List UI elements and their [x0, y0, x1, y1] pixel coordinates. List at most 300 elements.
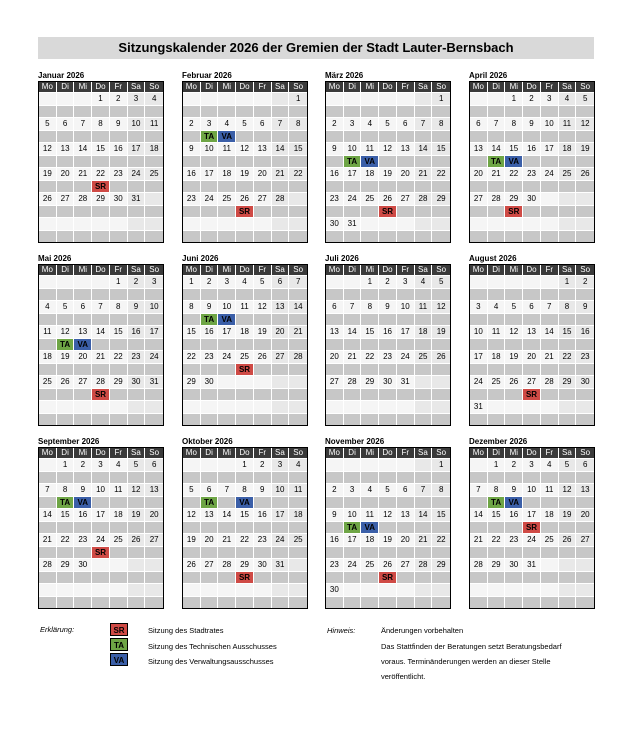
- day-cell: 28: [344, 376, 362, 388]
- event-cell: [254, 314, 272, 326]
- weekday-label: So: [149, 82, 160, 91]
- event-cell: [218, 156, 236, 168]
- day-cell: [326, 459, 344, 471]
- day-cell: 17: [523, 509, 541, 521]
- week-events-row: [326, 521, 450, 534]
- day-cell: 9: [576, 301, 594, 313]
- day-cell: 26: [379, 193, 397, 205]
- day-cell: 7: [218, 484, 236, 496]
- event-cell: [110, 472, 128, 484]
- day-cell: 30: [326, 218, 344, 230]
- day-cell: 5: [576, 93, 594, 105]
- day-cell: 22: [57, 534, 75, 546]
- day-cell: 18: [361, 168, 379, 180]
- day-cell: 6: [397, 118, 415, 130]
- event-cell: [541, 497, 559, 509]
- weekday-label: Do: [379, 265, 397, 275]
- day-cell: [361, 401, 379, 413]
- day-cell: 23: [74, 534, 92, 546]
- day-cell: [201, 584, 219, 596]
- week-days-row: [326, 300, 450, 313]
- day-cell: [272, 584, 290, 596]
- event-cell: [272, 289, 290, 301]
- event-cell: [128, 572, 146, 584]
- day-cell: 28: [272, 193, 290, 205]
- event-cell: [505, 389, 523, 401]
- weekday-label: Do: [92, 265, 110, 275]
- day-cell: 16: [505, 509, 523, 521]
- event-cell: [218, 547, 236, 559]
- event-cell: [39, 472, 57, 484]
- event-cell: [92, 497, 110, 509]
- day-cell: 8: [110, 301, 128, 313]
- week-days-row: [183, 400, 307, 413]
- day-cell: 12: [379, 509, 397, 521]
- week-events-row: [470, 496, 594, 509]
- week-events-row: [326, 596, 450, 609]
- weekday-label: Do: [523, 82, 541, 92]
- event-cell: [272, 497, 290, 509]
- day-cell: 22: [236, 534, 254, 546]
- day-cell: [415, 401, 433, 413]
- event-cell: [183, 131, 201, 143]
- week-days-row: [183, 300, 307, 313]
- week-days-row: [470, 275, 594, 288]
- week-events-row: [470, 230, 594, 243]
- day-cell: 13: [57, 143, 75, 155]
- event-cell: [74, 597, 92, 609]
- event-cell: [415, 547, 433, 559]
- event-cell: [432, 497, 450, 509]
- event-cell: [541, 414, 559, 426]
- day-cell: 6: [145, 459, 163, 471]
- event-cell: [145, 597, 163, 609]
- week-days-row: [470, 192, 594, 205]
- weekday-label: Mi: [361, 265, 379, 275]
- week-events-row: [183, 105, 307, 118]
- event-cell: [432, 472, 450, 484]
- day-cell: 4: [415, 276, 433, 288]
- day-cell: 13: [272, 301, 290, 313]
- day-cell: 4: [236, 276, 254, 288]
- event-cell: [92, 364, 110, 376]
- event-cell: [379, 156, 397, 168]
- event-cell: [145, 206, 163, 218]
- event-cell: [92, 289, 110, 301]
- week-days-row: [183, 375, 307, 388]
- event-cell: [576, 289, 594, 301]
- event-cell: [201, 206, 219, 218]
- day-cell: 12: [57, 326, 75, 338]
- day-cell: 24: [92, 534, 110, 546]
- event-cell: [57, 181, 75, 193]
- event-cell: [523, 131, 541, 143]
- day-cell: [92, 559, 110, 571]
- day-cell: [559, 401, 577, 413]
- day-cell: 25: [145, 168, 163, 180]
- week-days-row: [183, 275, 307, 288]
- event-cell: [523, 597, 541, 609]
- event-cell: [470, 106, 488, 118]
- day-cell: [74, 584, 92, 596]
- event-cell: [361, 314, 379, 326]
- day-cell: 8: [289, 118, 307, 130]
- event-cell: [39, 206, 57, 218]
- month-grid: [325, 447, 451, 609]
- event-cell: [201, 339, 219, 351]
- event-cell: [110, 131, 128, 143]
- event-cell: [559, 156, 577, 168]
- day-cell: 7: [39, 484, 57, 496]
- event-cell: [145, 547, 163, 559]
- event-cell: [128, 364, 146, 376]
- event-badge-va: VA: [236, 497, 253, 509]
- event-cell: [415, 497, 433, 509]
- day-cell: 27: [74, 376, 92, 388]
- week-days-row: [326, 217, 450, 230]
- day-cell: [541, 559, 559, 571]
- week-events-row: [183, 546, 307, 559]
- event-cell: [92, 131, 110, 143]
- day-cell: 23: [201, 351, 219, 363]
- day-cell: 26: [559, 534, 577, 546]
- day-cell: 16: [183, 168, 201, 180]
- weekday-header: [470, 448, 594, 458]
- event-cell: [541, 206, 559, 218]
- event-cell: [254, 364, 272, 376]
- event-cell: [559, 547, 577, 559]
- event-cell: [541, 181, 559, 193]
- weekday-label: So: [580, 448, 591, 457]
- day-cell: 29: [236, 559, 254, 571]
- event-cell: [488, 547, 506, 559]
- weekday-label: So: [436, 448, 447, 457]
- event-cell: [183, 314, 201, 326]
- event-cell: [183, 339, 201, 351]
- event-cell: [57, 131, 75, 143]
- day-cell: 18: [110, 509, 128, 521]
- day-cell: 23: [183, 193, 201, 205]
- event-cell: [110, 231, 128, 243]
- day-cell: 24: [541, 168, 559, 180]
- event-cell: [397, 339, 415, 351]
- event-badge-sr: SR: [379, 572, 396, 584]
- week-days-row: [39, 142, 163, 155]
- day-cell: 24: [218, 351, 236, 363]
- event-cell: [541, 389, 559, 401]
- day-cell: 28: [541, 376, 559, 388]
- day-cell: 28: [218, 559, 236, 571]
- month-name: August 2026: [469, 254, 517, 263]
- day-cell: 3: [344, 484, 362, 496]
- event-cell: [39, 364, 57, 376]
- event-cell: [326, 472, 344, 484]
- event-cell: [236, 231, 254, 243]
- legend-label: Erklärung:: [40, 625, 75, 634]
- weekday-label: Do: [92, 82, 110, 92]
- day-cell: [183, 459, 201, 471]
- week-days-row: [183, 583, 307, 596]
- day-cell: 9: [523, 118, 541, 130]
- event-cell: [39, 131, 57, 143]
- event-cell: [39, 231, 57, 243]
- day-cell: 21: [218, 534, 236, 546]
- event-cell: [128, 389, 146, 401]
- day-cell: 7: [415, 484, 433, 496]
- day-cell: 14: [344, 326, 362, 338]
- event-cell: [201, 156, 219, 168]
- weekday-label: Di: [57, 82, 75, 92]
- day-cell: 14: [488, 143, 506, 155]
- day-cell: [39, 584, 57, 596]
- day-cell: 6: [397, 484, 415, 496]
- event-cell: [541, 597, 559, 609]
- week-days-row: [470, 375, 594, 388]
- week-events-row: [326, 471, 450, 484]
- week-events-row: [39, 521, 163, 534]
- event-cell: [145, 231, 163, 243]
- week-days-row: [470, 583, 594, 596]
- event-cell: [344, 597, 362, 609]
- event-cell: [201, 472, 219, 484]
- event-cell: [74, 472, 92, 484]
- event-cell: [576, 131, 594, 143]
- event-cell: [470, 231, 488, 243]
- event-cell: [559, 131, 577, 143]
- event-cell: [57, 389, 75, 401]
- week-events-row: [39, 338, 163, 351]
- event-cell: [505, 414, 523, 426]
- event-cell: [272, 106, 290, 118]
- month-grid: [469, 447, 595, 609]
- day-cell: 7: [344, 301, 362, 313]
- day-cell: 2: [74, 459, 92, 471]
- day-cell: 10: [470, 326, 488, 338]
- day-cell: [183, 93, 201, 105]
- day-cell: 2: [379, 276, 397, 288]
- hint-line-4: veröffentlicht.: [381, 672, 426, 681]
- event-cell: [145, 131, 163, 143]
- day-cell: [272, 376, 290, 388]
- event-cell: [541, 472, 559, 484]
- day-cell: 26: [39, 193, 57, 205]
- weekday-label: So: [149, 448, 160, 457]
- month-grid: [325, 264, 451, 426]
- event-cell: [470, 131, 488, 143]
- day-cell: 27: [397, 193, 415, 205]
- day-cell: 13: [326, 326, 344, 338]
- event-cell: [110, 206, 128, 218]
- event-cell: [92, 339, 110, 351]
- week-days-row: [470, 117, 594, 130]
- event-cell: [432, 522, 450, 534]
- day-cell: 29: [92, 193, 110, 205]
- day-cell: 20: [74, 351, 92, 363]
- event-cell: [254, 597, 272, 609]
- day-cell: [344, 276, 362, 288]
- day-cell: 2: [326, 118, 344, 130]
- day-cell: 26: [183, 559, 201, 571]
- event-cell: [218, 106, 236, 118]
- event-cell: [361, 472, 379, 484]
- event-cell: [201, 364, 219, 376]
- event-cell: [326, 131, 344, 143]
- weekday-label: Di: [201, 265, 219, 275]
- day-cell: [236, 584, 254, 596]
- day-cell: 1: [505, 93, 523, 105]
- weekday-label: Mo: [39, 82, 57, 92]
- day-cell: 18: [541, 509, 559, 521]
- weekday-header: [183, 265, 307, 275]
- weekday-label: Di: [57, 448, 75, 458]
- event-cell: [523, 547, 541, 559]
- week-events-row: [470, 288, 594, 301]
- day-cell: [361, 584, 379, 596]
- day-cell: 15: [57, 509, 75, 521]
- week-days-row: [326, 325, 450, 338]
- weekday-label: Mi: [505, 265, 523, 275]
- day-cell: 5: [236, 118, 254, 130]
- weekday-header: [470, 82, 594, 92]
- day-cell: 16: [576, 326, 594, 338]
- event-cell: [379, 572, 397, 584]
- weekday-label: Mo: [183, 82, 201, 92]
- day-cell: 14: [541, 326, 559, 338]
- event-cell: [523, 414, 541, 426]
- day-cell: 23: [379, 351, 397, 363]
- event-badge-va: VA: [505, 497, 522, 509]
- day-cell: 8: [559, 301, 577, 313]
- event-cell: [344, 131, 362, 143]
- event-cell: [57, 547, 75, 559]
- week-days-row: [39, 400, 163, 413]
- event-cell: [201, 522, 219, 534]
- day-cell: 12: [254, 301, 272, 313]
- week-events-row: [326, 571, 450, 584]
- day-cell: [57, 584, 75, 596]
- day-cell: 21: [470, 534, 488, 546]
- event-cell: [576, 597, 594, 609]
- event-cell: [379, 206, 397, 218]
- weekday-label: Di: [344, 82, 362, 92]
- day-cell: 29: [57, 559, 75, 571]
- day-cell: [541, 193, 559, 205]
- event-cell: [541, 339, 559, 351]
- event-cell: [218, 314, 236, 326]
- day-cell: [289, 559, 307, 571]
- week-events-row: [470, 105, 594, 118]
- event-badge-va: VA: [361, 522, 378, 534]
- day-cell: 6: [326, 301, 344, 313]
- event-cell: [576, 106, 594, 118]
- day-cell: 16: [254, 509, 272, 521]
- event-cell: [576, 314, 594, 326]
- event-cell: [379, 314, 397, 326]
- month-block: [182, 254, 308, 426]
- page-title: Sitzungskalender 2026 der Gremien der Stadt Lauter-Bernsbach: [38, 37, 594, 59]
- day-cell: 1: [432, 459, 450, 471]
- hint-line-1: Änderungen vorbehalten: [381, 626, 464, 635]
- week-days-row: [183, 508, 307, 521]
- event-cell: [576, 497, 594, 509]
- day-cell: 20: [326, 351, 344, 363]
- event-cell: [218, 231, 236, 243]
- weekday-label: Fr: [110, 448, 128, 458]
- weekday-label: So: [580, 265, 591, 274]
- event-cell: [326, 106, 344, 118]
- event-cell: [145, 364, 163, 376]
- day-cell: 16: [128, 326, 146, 338]
- week-events-row: [326, 546, 450, 559]
- weekday-label: Do: [379, 82, 397, 92]
- event-cell: [128, 597, 146, 609]
- event-cell: [523, 289, 541, 301]
- week-days-row: [39, 192, 163, 205]
- day-cell: 31: [470, 401, 488, 413]
- day-cell: [415, 218, 433, 230]
- event-cell: [523, 364, 541, 376]
- day-cell: 23: [576, 351, 594, 363]
- weekday-label: Mi: [74, 265, 92, 275]
- week-days-row: [326, 192, 450, 205]
- week-days-row: [326, 350, 450, 363]
- event-cell: [344, 106, 362, 118]
- day-cell: 18: [218, 168, 236, 180]
- weekday-label: Di: [488, 82, 506, 92]
- event-cell: [39, 572, 57, 584]
- event-cell: [559, 339, 577, 351]
- event-cell: [541, 106, 559, 118]
- event-cell: [128, 181, 146, 193]
- event-cell: [344, 389, 362, 401]
- day-cell: 11: [289, 484, 307, 496]
- event-cell: [326, 289, 344, 301]
- week-days-row: [326, 92, 450, 105]
- week-events-row: [39, 546, 163, 559]
- day-cell: 2: [505, 459, 523, 471]
- day-cell: 24: [201, 193, 219, 205]
- event-cell: [415, 156, 433, 168]
- week-days-row: [39, 325, 163, 338]
- day-cell: 17: [201, 168, 219, 180]
- weekday-label: So: [580, 82, 591, 91]
- event-cell: [236, 289, 254, 301]
- event-cell: [92, 547, 110, 559]
- day-cell: 6: [201, 484, 219, 496]
- day-cell: [289, 401, 307, 413]
- event-cell: [39, 522, 57, 534]
- day-cell: 17: [128, 143, 146, 155]
- event-cell: [254, 289, 272, 301]
- weekday-label: Sa: [559, 448, 577, 458]
- event-cell: [344, 522, 362, 534]
- month-name: Juni 2026: [182, 254, 219, 263]
- event-cell: [470, 364, 488, 376]
- day-cell: 1: [559, 276, 577, 288]
- day-cell: 1: [488, 459, 506, 471]
- day-cell: 17: [272, 509, 290, 521]
- day-cell: 10: [344, 509, 362, 521]
- day-cell: 18: [289, 509, 307, 521]
- day-cell: 15: [361, 326, 379, 338]
- day-cell: 9: [128, 301, 146, 313]
- day-cell: [74, 401, 92, 413]
- day-cell: 29: [505, 193, 523, 205]
- day-cell: 18: [361, 534, 379, 546]
- day-cell: 10: [523, 484, 541, 496]
- event-cell: [559, 289, 577, 301]
- day-cell: [201, 459, 219, 471]
